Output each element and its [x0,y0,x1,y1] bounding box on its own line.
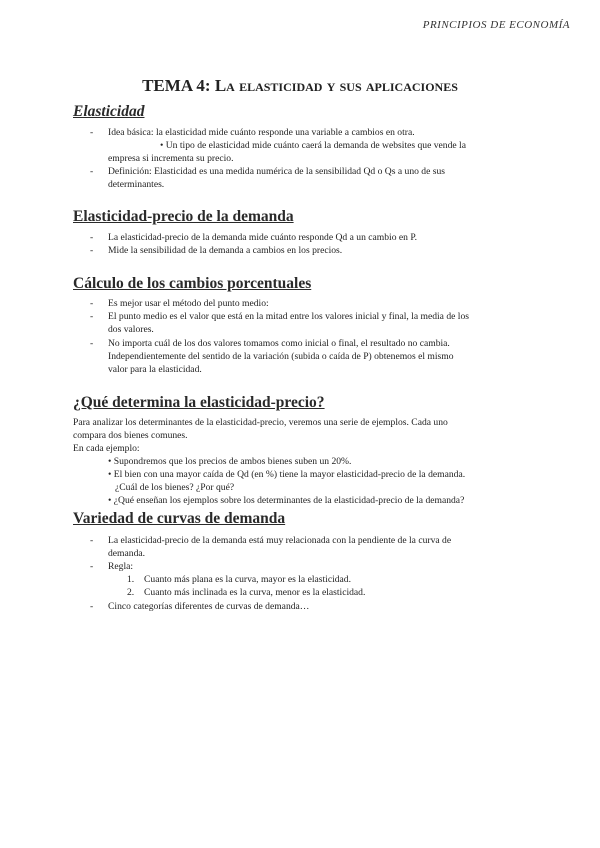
text-line: valor para la elasticidad. [108,364,202,375]
text-line: Definición: Elasticidad es una medida numérica de la sensibilidad Qd o Qs a uno de sus [108,166,446,177]
section-heading-determinantes: ¿Qué determina la elasticidad-precio? [73,394,325,411]
section-heading-calculo: Cálculo de los cambios porcentuales [73,275,312,292]
text-line: Idea básica: la elasticidad mide cuánto responde una variable a cambios en otra. [108,127,415,138]
text-line: dos valores. [108,324,154,335]
text-line: • Un tipo de elasticidad mide cuánto caerá la demanda de websites que vende la [160,140,466,151]
text-line: determinantes. [108,179,165,190]
bullet-dash: - [90,298,94,309]
text-line: compara dos bienes comunes. [73,430,188,441]
text-line: Independientemente del sentido de la variación (subida o caída de P) obtenemos el mismo [108,351,454,362]
text-line: demanda. [108,548,146,559]
text-line: En cada ejemplo: [73,443,140,454]
title-prefix: TEMA 4: [142,76,215,95]
text-line: Mide la sensibilidad de la demanda a cambios en los precios. [108,245,343,256]
section-heading-elasticidad: Elasticidad [73,103,145,120]
page-title [0,76,600,96]
section-heading-elasticidad-precio: Elasticidad-precio de la demanda [73,208,294,225]
text-line: ¿Cuál de los bienes? ¿Por qué? [115,482,235,493]
text-line: Es mejor usar el método del punto medio: [108,298,269,309]
text-line: empresa si incrementa su precio. [108,153,234,164]
text-line: • Supondremos que los precios de ambos bienes suben un 20%. [108,456,352,467]
bullet-dash: - [90,601,94,612]
list-number: 2. [127,587,135,598]
bullet-dash: - [90,561,94,572]
text-line: Cinco categorías diferentes de curvas de demanda… [108,601,310,612]
running-header: PRINCIPIOS DE ECONOMÍA [422,19,570,31]
bullet-dash: - [90,535,94,546]
bullet-dash: - [90,311,94,322]
text-line: La elasticidad-precio de la demanda está muy relacionada con la pendiente de la curva de [108,535,452,546]
bullet-dash: - [90,127,94,138]
text-line: Para analizar los determinantes de la elasticidad-precio, veremos una serie de ejemplos. Cada uno [73,417,448,428]
text-line: El punto medio es el valor que está en la mitad entre los valores inicial y final, la media de los [108,311,469,322]
title-text: La elasticidad y sus aplicaciones [214,76,458,95]
bullet-dash: - [90,245,94,256]
text-line: • ¿Qué enseñan los ejemplos sobre los determinantes de la elasticidad-precio de la demanda? [108,495,465,506]
bullet-dash: - [90,232,94,243]
text-line: No importa cuál de los dos valores tomamos como inicial o final, el resultado no cambia. [108,338,450,349]
list-number: 1. [127,574,135,585]
text-line: Cuanto más inclinada es la curva, menor es la elasticidad. [144,587,366,598]
section-heading-curvas: Variedad de curvas de demanda [73,510,286,527]
bullet-dash: - [90,338,94,349]
bullet-dash: - [90,166,94,177]
text-line: • El bien con una mayor caída de Qd (en %) tiene la mayor elasticidad-precio de la demanda. [108,469,466,480]
text-line: La elasticidad-precio de la demanda mide cuánto responde Qd a un cambio en P. [108,232,418,243]
text-line: Regla: [108,561,134,572]
text-line: Cuanto más plana es la curva, mayor es la elasticidad. [144,574,351,585]
